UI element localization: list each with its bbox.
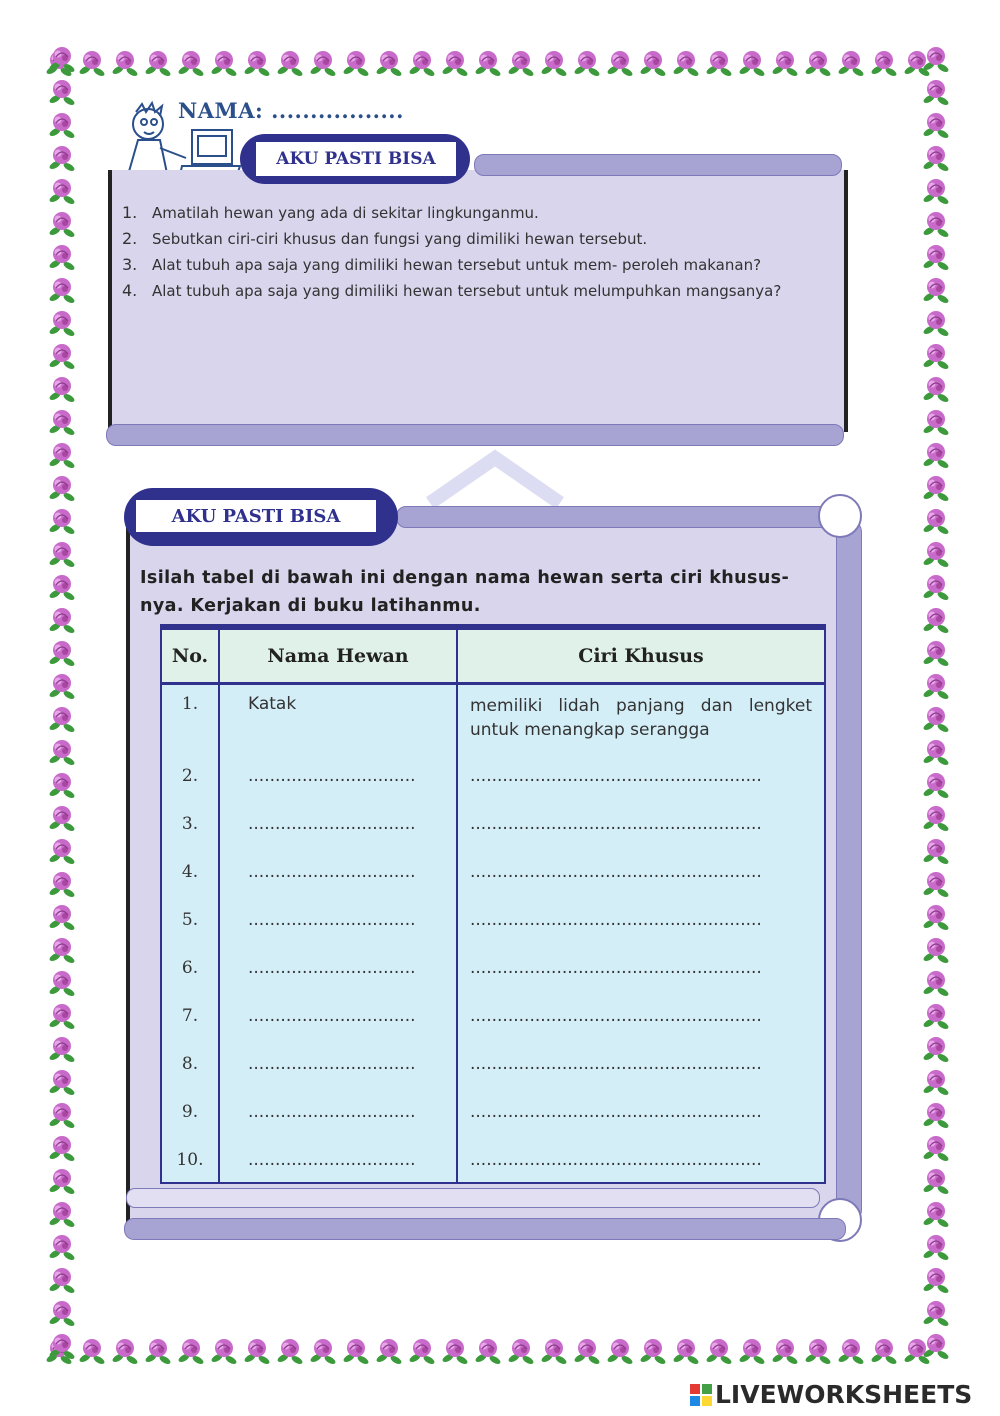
flower-icon bbox=[440, 1336, 470, 1366]
flower-icon bbox=[921, 935, 951, 965]
flower-icon bbox=[341, 1336, 371, 1366]
panel-tab-label: AKU PASTI BISA bbox=[136, 500, 376, 532]
feature-cell[interactable]: ...................................................... bbox=[470, 862, 762, 882]
flower-icon bbox=[47, 473, 77, 503]
item-text: Alat tubuh apa saja yang dimiliki hewan tersebut untuk mem- peroleh makanan? bbox=[152, 256, 762, 274]
flower-icon bbox=[921, 1100, 951, 1130]
animal-name-cell[interactable]: ............................... bbox=[248, 1054, 416, 1074]
logo-text: LIVEWORKSHEETS bbox=[715, 1380, 973, 1409]
flower-icon bbox=[869, 48, 899, 78]
flower-border-top bbox=[44, 44, 956, 82]
flower-icon bbox=[506, 48, 536, 78]
flower-icon bbox=[921, 209, 951, 239]
flower-icon bbox=[143, 48, 173, 78]
animal-name-cell[interactable]: ............................... bbox=[248, 1006, 416, 1026]
flower-icon bbox=[737, 48, 767, 78]
flower-icon bbox=[539, 1336, 569, 1366]
flower-icon bbox=[506, 1336, 536, 1366]
flower-icon bbox=[47, 869, 77, 899]
flower-icon bbox=[638, 48, 668, 78]
feature-cell[interactable]: ...................................................... bbox=[470, 1054, 762, 1074]
flower-icon bbox=[47, 1001, 77, 1031]
flower-icon bbox=[143, 1336, 173, 1366]
flower-icon bbox=[638, 1336, 668, 1366]
flower-icon bbox=[47, 440, 77, 470]
flower-icon bbox=[47, 836, 77, 866]
flower-icon bbox=[921, 1265, 951, 1295]
flower-icon bbox=[921, 1298, 951, 1328]
flower-icon bbox=[47, 341, 77, 371]
panel-bottom-bar bbox=[126, 1188, 820, 1208]
flower-icon bbox=[704, 1336, 734, 1366]
flower-icon bbox=[803, 1336, 833, 1366]
flower-icon bbox=[473, 1336, 503, 1366]
flower-icon bbox=[921, 1133, 951, 1163]
flower-icon bbox=[77, 48, 107, 78]
feature-cell[interactable]: ...................................................... bbox=[470, 766, 762, 786]
flower-icon bbox=[47, 638, 77, 668]
item-number: 4. bbox=[122, 281, 138, 300]
flower-icon bbox=[770, 48, 800, 78]
item-text: Alat tubuh apa saja yang dimiliki hewan tersebut untuk melumpuhkan mangsanya? bbox=[152, 282, 782, 300]
animal-name-cell[interactable]: ............................... bbox=[248, 862, 416, 882]
panel-top-bar bbox=[396, 506, 838, 528]
flower-border-bottom bbox=[44, 1332, 956, 1370]
flower-icon bbox=[176, 1336, 206, 1366]
flower-icon bbox=[47, 407, 77, 437]
panel-bottom-bar bbox=[106, 424, 844, 446]
panel-top-bar bbox=[474, 154, 842, 176]
flower-icon bbox=[921, 638, 951, 668]
flower-icon bbox=[47, 1265, 77, 1295]
flower-icon bbox=[921, 473, 951, 503]
flower-icon bbox=[47, 1298, 77, 1328]
row-number: 2. bbox=[181, 766, 199, 786]
animal-name-cell[interactable]: ............................... bbox=[248, 1150, 416, 1170]
flower-icon bbox=[803, 48, 833, 78]
flower-icon bbox=[921, 110, 951, 140]
flower-icon bbox=[921, 242, 951, 272]
flower-icon bbox=[921, 737, 951, 767]
liveworksheets-logo bbox=[690, 1380, 972, 1409]
flower-icon bbox=[407, 1336, 437, 1366]
flower-icon bbox=[737, 1336, 767, 1366]
name-field[interactable] bbox=[178, 98, 404, 123]
flower-icon bbox=[374, 1336, 404, 1366]
flower-border-right bbox=[918, 44, 956, 1370]
row-number: 8. bbox=[181, 1054, 199, 1074]
item-number: 2. bbox=[122, 229, 138, 248]
flower-icon bbox=[47, 1166, 77, 1196]
item-number: 3. bbox=[122, 255, 138, 274]
panel-connector bbox=[410, 448, 580, 508]
flower-icon bbox=[47, 572, 77, 602]
flower-icon bbox=[921, 1232, 951, 1262]
flower-icon bbox=[47, 605, 77, 635]
flower-icon bbox=[921, 77, 951, 107]
flower-icon bbox=[176, 48, 206, 78]
flower-icon bbox=[921, 572, 951, 602]
header-nama-hewan: Nama Hewan bbox=[267, 645, 409, 667]
flower-icon bbox=[539, 48, 569, 78]
feature-cell[interactable]: ...................................................... bbox=[470, 1150, 762, 1170]
flower-icon bbox=[47, 968, 77, 998]
task-instruction: Isilah tabel di bawah ini dengan nama hewan serta ciri khususnya. Kerjakan di buku latihanmu. bbox=[140, 568, 789, 616]
panel-right-bar bbox=[836, 520, 862, 1222]
animal-table bbox=[160, 624, 826, 1184]
flower-border-left bbox=[44, 44, 80, 1370]
flower-icon bbox=[572, 48, 602, 78]
item-text: Sebutkan ciri-ciri khusus dan fungsi yang dimiliki hewan tersebut. bbox=[152, 230, 648, 248]
flower-icon bbox=[921, 902, 951, 932]
flower-icon bbox=[836, 48, 866, 78]
flower-icon bbox=[921, 704, 951, 734]
flower-icon bbox=[921, 1199, 951, 1229]
panel-tab-label: AKU PASTI BISA bbox=[256, 142, 456, 176]
flower-icon bbox=[275, 48, 305, 78]
flower-icon bbox=[47, 77, 77, 107]
row-number: 10. bbox=[176, 1150, 204, 1170]
flower-icon bbox=[308, 1336, 338, 1366]
flower-icon bbox=[605, 48, 635, 78]
flower-icon bbox=[47, 737, 77, 767]
row-number: 7. bbox=[181, 1006, 199, 1026]
flower-icon bbox=[440, 48, 470, 78]
flower-icon bbox=[209, 1336, 239, 1366]
item-text: Amatilah hewan yang ada di sekitar lingkunganmu. bbox=[152, 204, 539, 222]
flower-icon bbox=[921, 143, 951, 173]
header-no: No. bbox=[171, 645, 209, 667]
flower-icon bbox=[572, 1336, 602, 1366]
flower-icon bbox=[374, 48, 404, 78]
animal-name-cell[interactable]: ............................... bbox=[248, 910, 416, 930]
row-number: 6. bbox=[181, 958, 199, 978]
flower-icon bbox=[47, 143, 77, 173]
flower-icon bbox=[921, 539, 951, 569]
flower-icon bbox=[47, 1100, 77, 1130]
flower-icon bbox=[47, 1331, 77, 1361]
row-number: 5. bbox=[181, 910, 199, 930]
flower-icon bbox=[242, 1336, 272, 1366]
flower-icon bbox=[47, 110, 77, 140]
row-number: 1. bbox=[181, 694, 199, 714]
panel-corner-circle bbox=[818, 494, 862, 538]
flower-icon bbox=[47, 1232, 77, 1262]
flower-icon bbox=[47, 308, 77, 338]
flower-icon bbox=[921, 803, 951, 833]
column-divider bbox=[218, 630, 220, 1182]
flower-icon bbox=[869, 1336, 899, 1366]
flower-icon bbox=[473, 48, 503, 78]
flower-icon bbox=[921, 440, 951, 470]
flower-icon bbox=[77, 1336, 107, 1366]
flower-icon bbox=[671, 48, 701, 78]
flower-icon bbox=[921, 605, 951, 635]
flower-icon bbox=[921, 1331, 951, 1361]
flower-icon bbox=[47, 935, 77, 965]
flower-icon bbox=[47, 1067, 77, 1097]
list-item bbox=[122, 254, 812, 276]
feature-cell[interactable]: ...................................................... bbox=[470, 814, 762, 834]
liveworksheets-logo-icon bbox=[690, 1384, 712, 1406]
animal-name-cell[interactable]: ............................... bbox=[248, 958, 416, 978]
flower-icon bbox=[242, 48, 272, 78]
flower-icon bbox=[47, 1034, 77, 1064]
flower-icon bbox=[921, 506, 951, 536]
item-number: 1. bbox=[122, 203, 138, 222]
flower-icon bbox=[47, 539, 77, 569]
feature-cell: memiliki lidah panjang dan lengket untuk menangkap serangga bbox=[470, 696, 812, 740]
flower-icon bbox=[275, 1336, 305, 1366]
flower-icon bbox=[308, 48, 338, 78]
row-number: 4. bbox=[181, 862, 199, 882]
flower-icon bbox=[47, 374, 77, 404]
flower-icon bbox=[47, 902, 77, 932]
flower-icon bbox=[921, 770, 951, 800]
flower-icon bbox=[671, 1336, 701, 1366]
flower-icon bbox=[921, 968, 951, 998]
animal-name-cell: Katak bbox=[248, 694, 297, 714]
flower-icon bbox=[47, 770, 77, 800]
flower-icon bbox=[836, 1336, 866, 1366]
flower-icon bbox=[921, 1034, 951, 1064]
flower-icon bbox=[47, 242, 77, 272]
name-dots: ................. bbox=[271, 98, 404, 123]
flower-icon bbox=[341, 48, 371, 78]
flower-icon bbox=[47, 209, 77, 239]
flower-icon bbox=[47, 671, 77, 701]
flower-icon bbox=[407, 48, 437, 78]
animal-name-cell[interactable]: ............................... bbox=[248, 1102, 416, 1122]
flower-icon bbox=[921, 1001, 951, 1031]
flower-icon bbox=[921, 836, 951, 866]
feature-cell[interactable]: ...................................................... bbox=[470, 1102, 762, 1122]
flower-icon bbox=[921, 407, 951, 437]
flower-icon bbox=[921, 176, 951, 206]
table-header bbox=[162, 630, 824, 685]
flower-icon bbox=[47, 176, 77, 206]
flower-icon bbox=[47, 704, 77, 734]
flower-icon bbox=[921, 671, 951, 701]
flower-icon bbox=[47, 1133, 77, 1163]
flower-icon bbox=[47, 506, 77, 536]
flower-icon bbox=[921, 44, 951, 74]
column-divider bbox=[456, 630, 458, 1182]
flower-icon bbox=[110, 1336, 140, 1366]
list-item bbox=[122, 228, 812, 250]
feature-cell[interactable]: ...................................................... bbox=[470, 958, 762, 978]
flower-icon bbox=[209, 48, 239, 78]
flower-icon bbox=[921, 308, 951, 338]
name-label: NAMA: bbox=[178, 98, 264, 123]
list-item bbox=[122, 280, 812, 302]
row-number: 3. bbox=[181, 814, 199, 834]
feature-cell[interactable]: ...................................................... bbox=[470, 1006, 762, 1026]
flower-icon bbox=[110, 48, 140, 78]
animal-name-cell[interactable]: ............................... bbox=[248, 814, 416, 834]
list-item bbox=[122, 202, 812, 224]
flower-icon bbox=[605, 1336, 635, 1366]
flower-icon bbox=[770, 1336, 800, 1366]
flower-icon bbox=[921, 341, 951, 371]
instruction-list bbox=[122, 202, 812, 306]
header-ciri-khusus: Ciri Khusus bbox=[578, 645, 704, 667]
flower-icon bbox=[47, 275, 77, 305]
flower-icon bbox=[921, 275, 951, 305]
flower-icon bbox=[47, 1199, 77, 1229]
flower-icon bbox=[921, 1067, 951, 1097]
panel-bottom-bar bbox=[124, 1218, 846, 1240]
flower-icon bbox=[921, 1166, 951, 1196]
flower-icon bbox=[921, 869, 951, 899]
flower-icon bbox=[47, 44, 77, 74]
row-number: 9. bbox=[181, 1102, 199, 1122]
flower-icon bbox=[921, 374, 951, 404]
feature-cell[interactable]: ...................................................... bbox=[470, 910, 762, 930]
flower-icon bbox=[47, 803, 77, 833]
animal-name-cell[interactable]: ............................... bbox=[248, 766, 416, 786]
flower-icon bbox=[704, 48, 734, 78]
